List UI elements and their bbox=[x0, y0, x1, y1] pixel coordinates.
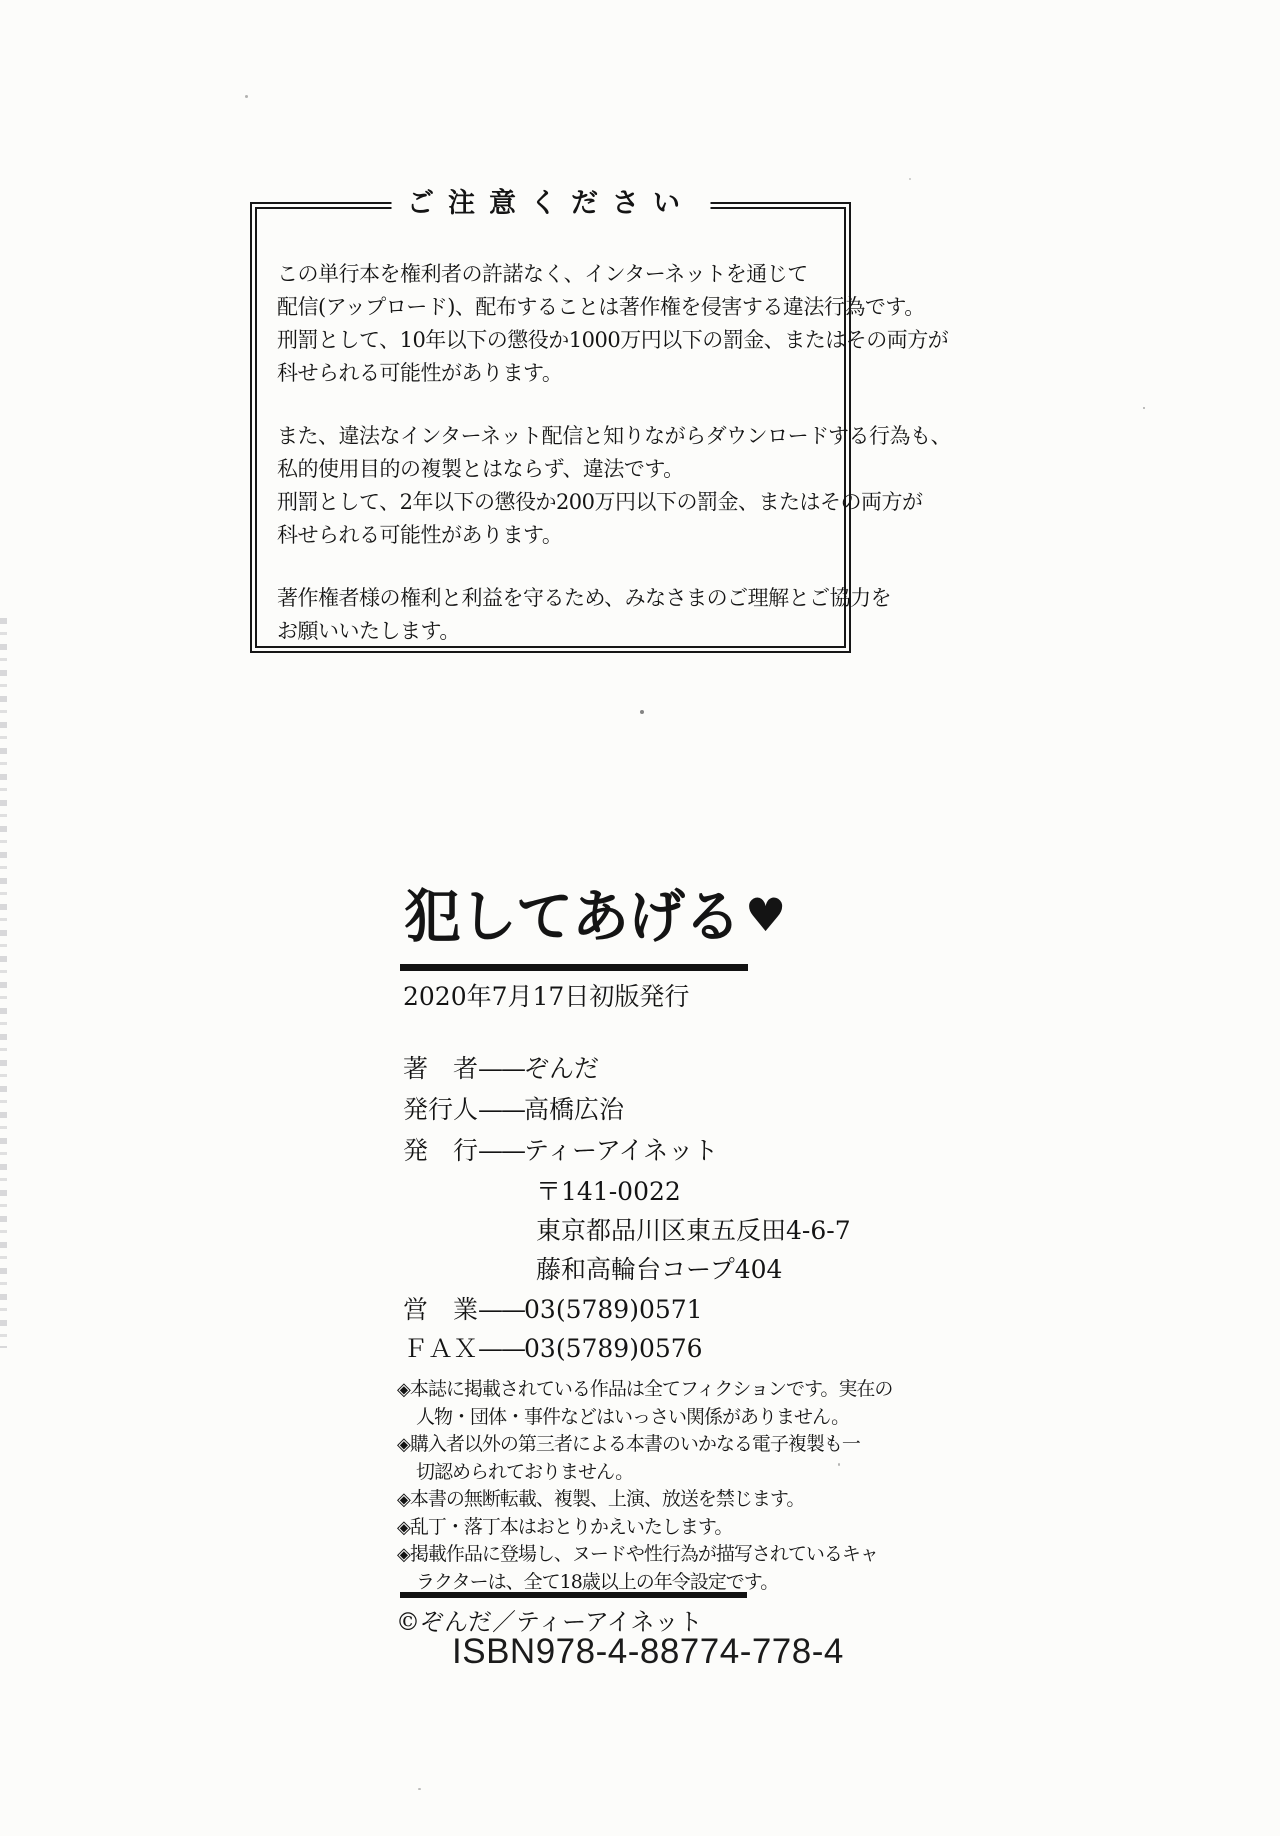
isbn-number: ISBN978-4-88774-778-4 bbox=[452, 1632, 844, 1671]
note-item bbox=[397, 1376, 892, 1404]
address-line-street: 東京都品川区東五反田4-6-7 bbox=[536, 1216, 851, 1245]
note-text: 掲載作品に登場し、ヌードや性行為が描写されているキャ bbox=[409, 1543, 878, 1565]
edition-date: 2020年7月17日初版発行 bbox=[403, 982, 690, 1011]
scan-speck bbox=[909, 178, 911, 180]
note-item-continuation: 人物・団体・事件などはいっさい関係がありません。 bbox=[416, 1405, 850, 1428]
contact-value: 03(5789)0571 bbox=[524, 1295, 703, 1324]
scan-speck bbox=[838, 1463, 840, 1466]
notice-heading: ご注意ください bbox=[391, 185, 710, 223]
diamond-bullet-icon: ◈ bbox=[397, 1544, 410, 1565]
note-text: 購入者以外の第三者による本書のいかなる電子複製も一 bbox=[409, 1433, 860, 1455]
heart-icon: ♥ bbox=[745, 888, 786, 942]
credit-row-publishing-house bbox=[403, 1130, 718, 1171]
note-item bbox=[397, 1431, 892, 1459]
contacts-block bbox=[403, 1290, 703, 1368]
note-item bbox=[397, 1486, 892, 1514]
scan-speck bbox=[418, 1788, 421, 1790]
contact-value: 03(5789)0576 bbox=[524, 1334, 703, 1363]
notice-content bbox=[277, 228, 951, 669]
credit-label: 発行人 bbox=[403, 1095, 479, 1124]
contact-row-fax bbox=[403, 1329, 703, 1368]
notice-box bbox=[250, 188, 951, 653]
credit-value: ティーアイネット bbox=[524, 1136, 719, 1165]
credit-value: 高橋広治 bbox=[524, 1095, 625, 1124]
contact-dash: —— bbox=[478, 1295, 525, 1324]
notice-line: 配信(アップロード)、配布することは著作権を侵害する違法行為です。 bbox=[277, 295, 925, 319]
contact-label: 営 業 bbox=[403, 1295, 479, 1324]
note-item bbox=[397, 1541, 892, 1569]
credit-row-publisher-person bbox=[403, 1089, 718, 1130]
book-title-text: 犯してあげる bbox=[404, 883, 740, 950]
note-text: 本書の無断転載、複製、上演、放送を禁じます。 bbox=[409, 1488, 805, 1510]
notice-line: この単行本を権利者の許諾なく、インターネットを通じて bbox=[277, 262, 808, 286]
book-title bbox=[404, 871, 785, 953]
credit-dash: —— bbox=[478, 1054, 525, 1083]
address-line-building: 藤和高輪台コープ404 bbox=[536, 1255, 783, 1284]
scan-edge-smudge bbox=[0, 618, 7, 1348]
note-text: 本誌に掲載されている作品は全てフィクションです。実在の bbox=[409, 1378, 893, 1400]
scan-speck bbox=[1143, 407, 1145, 409]
credits-block bbox=[403, 1048, 718, 1171]
credit-value: ぞんだ bbox=[524, 1054, 600, 1083]
notice-line: 科せられる可能性があります。 bbox=[277, 523, 563, 547]
address-line-postal: 〒141-0022 bbox=[536, 1177, 681, 1206]
contact-label: ＦＡＸ bbox=[403, 1334, 479, 1363]
bottom-divider-rule bbox=[400, 1592, 747, 1598]
contact-row-sales bbox=[403, 1290, 703, 1329]
note-text: 乱丁・落丁本はおとりかえいたします。 bbox=[409, 1515, 733, 1538]
notice-line: 刑罰として、10年以下の懲役か1000万円以下の罰金、またはその両方が bbox=[277, 328, 949, 352]
diamond-bullet-icon: ◈ bbox=[397, 1489, 410, 1510]
credit-dash: —— bbox=[478, 1095, 525, 1124]
credit-label: 著 者 bbox=[403, 1054, 479, 1083]
publisher-address bbox=[536, 1172, 851, 1289]
notice-line: 私的使用目的の複製とはならず、違法です。 bbox=[277, 457, 684, 481]
notice-line: 刑罰として、2年以下の懲役か200万円以下の罰金、またはその両方が bbox=[277, 490, 923, 514]
notice-line: お願いいたします。 bbox=[277, 619, 460, 643]
copyright-line: ©ぞんだ／ティーアイネット bbox=[396, 1608, 703, 1636]
note-item-continuation: 切認められておりません。 bbox=[416, 1460, 634, 1483]
credit-label: 発 行 bbox=[403, 1136, 479, 1165]
note-item bbox=[397, 1514, 892, 1542]
contact-dash: —— bbox=[478, 1334, 525, 1363]
scan-speck bbox=[245, 95, 248, 98]
notice-line: また、違法なインターネット配信と知りながらダウンロードする行為も、 bbox=[277, 424, 951, 448]
note-item-continuation: ラクターは、全て18歳以上の年令設定です。 bbox=[416, 1570, 779, 1593]
diamond-bullet-icon: ◈ bbox=[397, 1516, 410, 1538]
notice-line: 著作権者様の権利と利益を守るため、みなさまのご理解とご協力を bbox=[277, 586, 892, 610]
scan-speck bbox=[640, 710, 644, 714]
credit-dash: —— bbox=[478, 1136, 525, 1165]
legal-notes bbox=[397, 1376, 892, 1596]
diamond-bullet-icon: ◈ bbox=[397, 1434, 410, 1455]
notice-line: 科せられる可能性があります。 bbox=[277, 361, 563, 385]
title-divider-rule bbox=[400, 964, 748, 971]
credit-row-author bbox=[403, 1048, 718, 1089]
diamond-bullet-icon: ◈ bbox=[397, 1379, 410, 1400]
